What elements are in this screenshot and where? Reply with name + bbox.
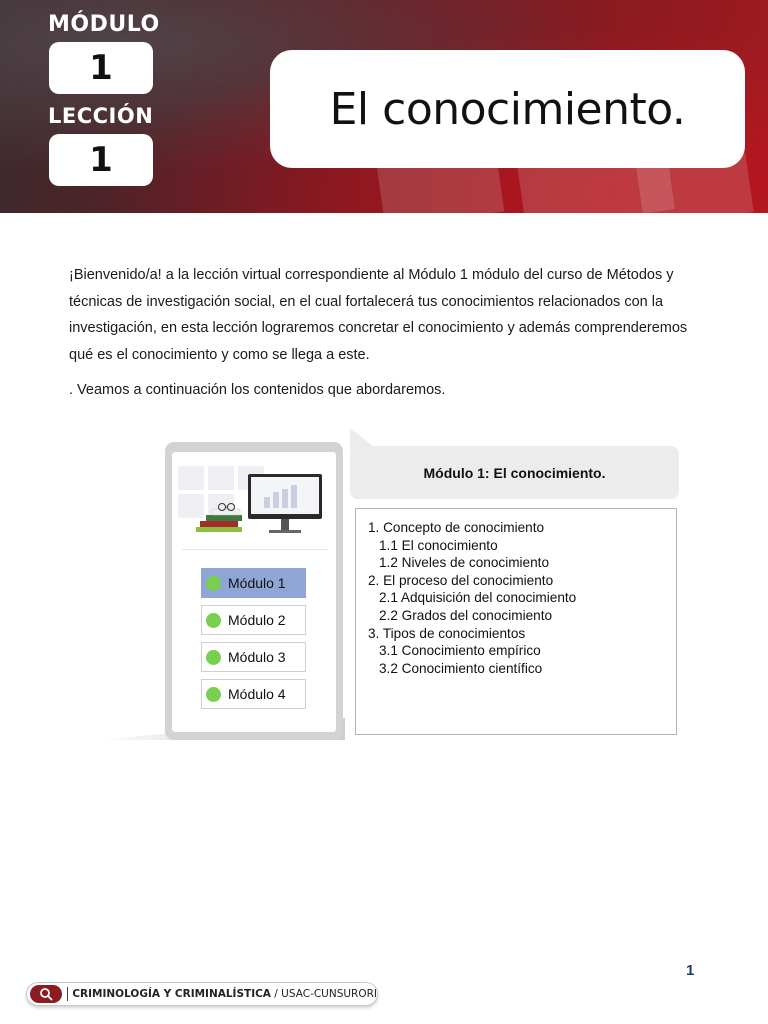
tablet-illustration <box>165 442 343 740</box>
footer-institution: USAC-CUNSURORI <box>281 988 377 1000</box>
contents-box <box>355 508 677 735</box>
status-dot-icon <box>206 687 221 702</box>
module-button-label: Módulo 1 <box>228 575 286 591</box>
header-banner <box>0 0 768 213</box>
contents-subitem: 2.1 Adquisición del conocimiento <box>379 590 577 606</box>
module-1-button[interactable] <box>201 568 306 598</box>
contents-subitem: 3.2 Conocimiento científico <box>379 660 543 676</box>
footer-text <box>72 988 377 1000</box>
contents-item: 1. Concepto de conocimiento <box>368 520 545 535</box>
status-dot-icon <box>206 576 221 591</box>
module-button-label: Módulo 3 <box>228 649 286 665</box>
contents-heading: Módulo 1: El conocimiento. <box>350 446 679 499</box>
module-button-label: Módulo 2 <box>228 612 286 628</box>
footer-brand <box>26 982 378 1006</box>
contents-item: 2. El proceso del conocimiento <box>368 572 554 588</box>
module-2-button[interactable] <box>201 605 306 635</box>
tablet-screen <box>172 452 336 732</box>
status-dot-icon <box>206 613 221 628</box>
contents-subitem: 1.1 El conocimiento <box>379 537 498 553</box>
contents-item: 3. Tipos de conocimientos <box>368 625 526 641</box>
footer-separator: / <box>270 988 282 1000</box>
contents-subitem: 2.2 Grados del conocimiento <box>379 607 553 623</box>
module-3-button[interactable] <box>201 642 306 672</box>
module-4-button[interactable] <box>201 679 306 709</box>
module-label: MÓDULO <box>48 12 160 37</box>
title-card <box>270 50 745 168</box>
page-number: 1 <box>686 962 695 979</box>
screen-divider <box>182 549 328 550</box>
status-dot-icon <box>206 650 221 665</box>
module-button-label: Módulo 4 <box>228 686 286 702</box>
footer-divider <box>67 987 68 1001</box>
contents-subitem: 1.2 Niveles de conocimiento <box>379 555 550 571</box>
search-logo-icon <box>30 985 62 1003</box>
contents-subitem: 3.1 Conocimiento empírico <box>379 643 541 659</box>
lesson-label: LECCIÓN <box>48 104 154 128</box>
page-title: El conocimiento. <box>329 83 686 135</box>
lesson-number: 1 <box>49 134 153 186</box>
intro-followup: . Veamos a continuación los contenidos que abordaremos. <box>69 382 446 398</box>
desk-illustration <box>172 452 336 552</box>
intro-paragraph: ¡Bienvenido/a! a la lección virtual correspondiente al Módulo 1 módulo del curso de Métodos y técnicas de investigación social, en el cual fortalecerá tus conocimientos relacionados con la investigación, en esta lección lograremos concretar el conocimiento y además comprenderemos qué es el conocimiento y como se llega a este. <box>69 267 688 363</box>
module-number: 1 <box>49 42 153 94</box>
footer-program: CRIMINOLOGÍA Y CRIMINALÍSTICA <box>72 988 271 1000</box>
